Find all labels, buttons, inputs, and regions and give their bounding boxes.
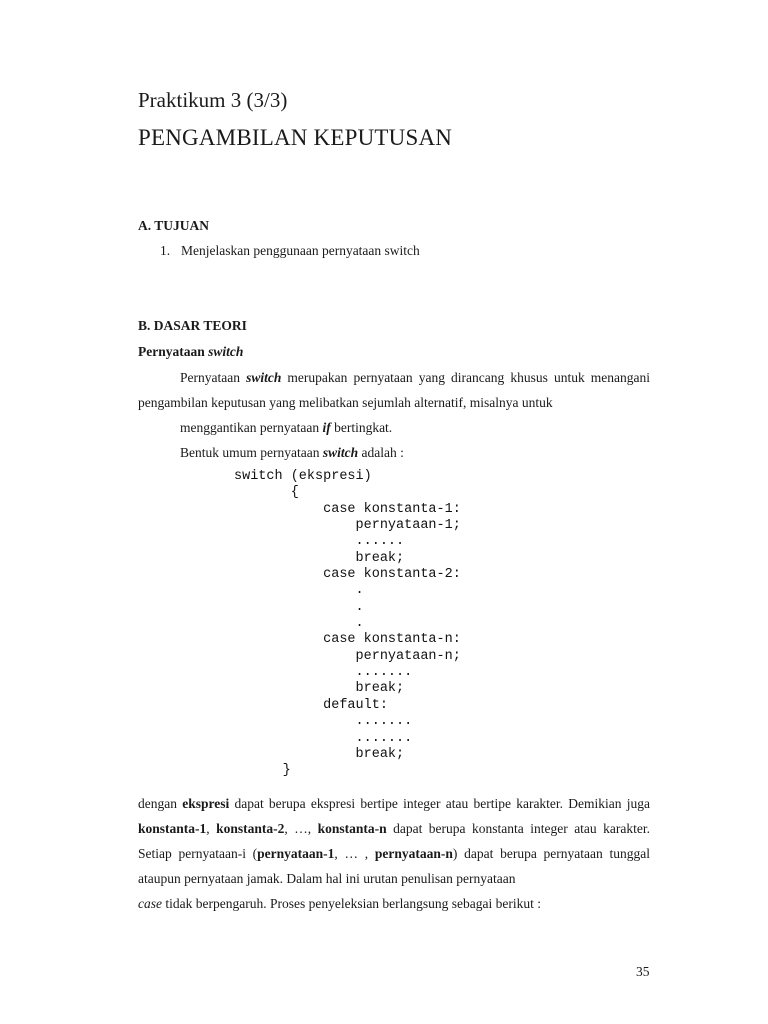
general-form-paragraph — [138, 440, 650, 465]
text-run: adalah : — [358, 445, 404, 460]
text-run: merupakan pernyataan yang dirancang khusus untuk menangani pengambilan keputusan yang melibatkan sejumlah alternatif, misalnya untuk — [138, 370, 650, 410]
subheading-prefix: Pernyataan — [138, 344, 209, 359]
if-keyword: if — [322, 420, 331, 435]
objective-item-text: Menjelaskan penggunaan pernyataan switch — [181, 243, 420, 258]
page-number: 35 — [636, 964, 650, 979]
text-run: , — [206, 821, 217, 836]
paragraph-last-line — [138, 891, 650, 916]
text-run: , … , — [334, 846, 375, 861]
konstanta-2-term: konstanta-2 — [216, 821, 285, 836]
text-run: dapat berupa konstanta integer atau karakter. Setiap pernyataan-i ( — [138, 821, 650, 861]
text-run: , …, — [284, 821, 318, 836]
text-run: Pernyataan — [180, 370, 247, 385]
text-run: dapat berupa ekspresi bertipe integer atau bertipe karakter. Demikian juga — [229, 796, 650, 811]
switch-keyword: switch — [246, 370, 282, 385]
switch-intro-paragraph — [138, 365, 650, 440]
subheading-switch-keyword: switch — [208, 344, 244, 359]
paragraph-last-line — [138, 415, 650, 440]
switch-subheading — [138, 344, 243, 360]
text-run: dengan — [138, 796, 183, 811]
switch-keyword: switch — [322, 445, 359, 460]
text-run: menggantikan pernyataan — [180, 420, 323, 435]
practicum-subtitle: Praktikum 3 (3/3) — [138, 88, 288, 112]
switch-syntax-code: switch (ekspresi) { case konstanta-1: pernyataan-1; ...... break; case konstanta-2: . . . case konstanta-n: pernyataan-n; ....... break; default: ....... ....... break; } — [234, 469, 461, 779]
section-a-heading: A. TUJUAN — [138, 218, 210, 233]
section-b-heading: B. DASAR TEORI — [138, 318, 247, 333]
case-keyword: case — [138, 896, 162, 911]
objective-item-number: 1. — [160, 243, 171, 258]
page-title: PENGAMBILAN KEPUTUSAN — [138, 125, 453, 150]
pernyataan-n-term: pernyataan-n — [374, 846, 453, 861]
explanation-paragraph — [138, 791, 650, 916]
text-run: tidak berpengaruh. Proses penyeleksian berlangsung sebagai berikut : — [162, 896, 542, 911]
text-run: ) dapat berupa pernyataan tunggal ataupun pernyataan jamak. Dalam hal ini urutan penulisan pernyataan — [138, 846, 650, 886]
pernyataan-1-term: pernyataan-1 — [257, 846, 335, 861]
text-run: bertingkat. — [330, 420, 393, 435]
text-run: Bentuk umum pernyataan — [180, 445, 323, 460]
konstanta-1-term: konstanta-1 — [138, 821, 207, 836]
konstanta-n-term: konstanta-n — [317, 821, 387, 836]
ekspresi-term: ekspresi — [182, 796, 230, 811]
